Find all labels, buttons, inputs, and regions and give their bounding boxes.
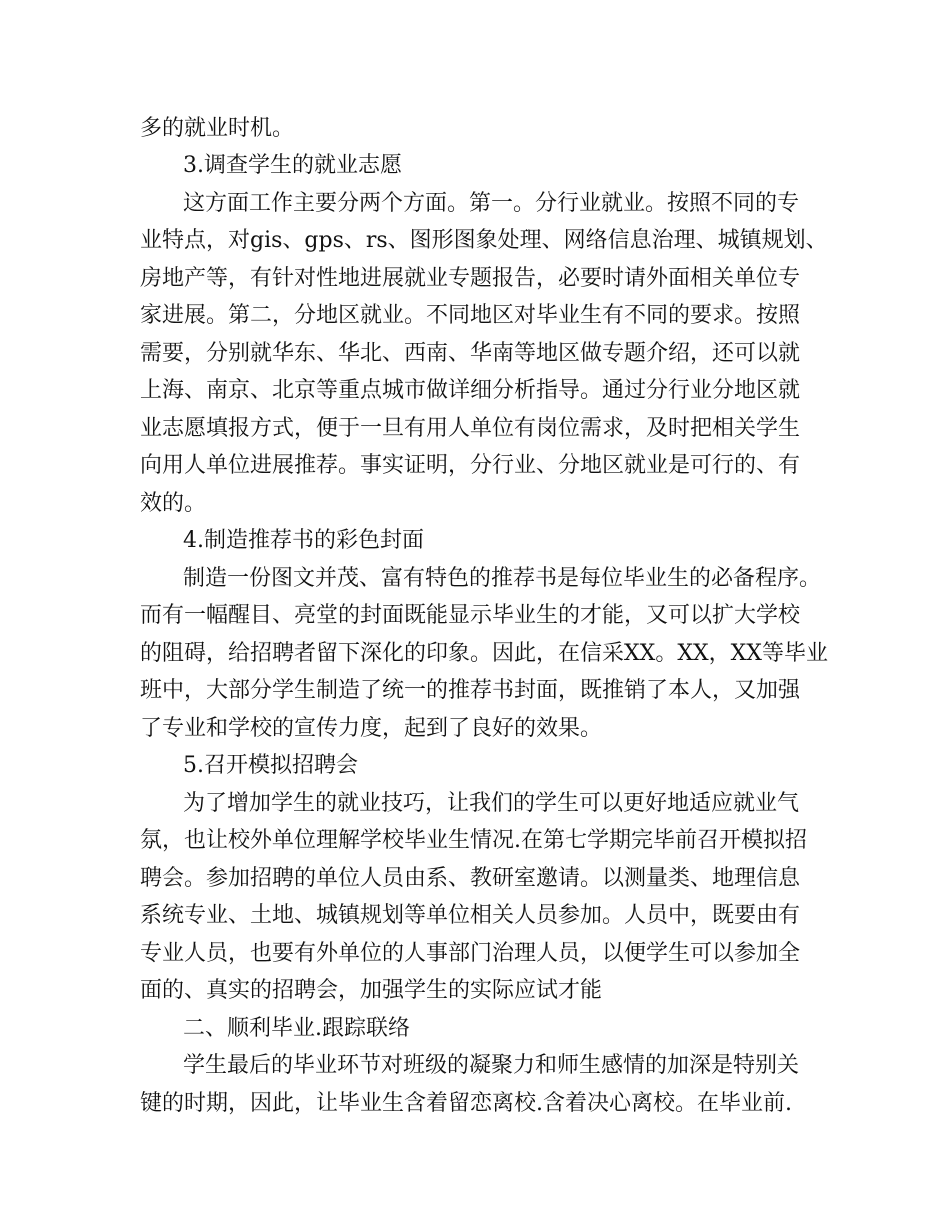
text-line: 班中，大部分学生制造了统一的推荐书封面，既推销了本人，又加强 [140, 678, 801, 703]
text-line: 效的。 [140, 491, 207, 516]
text-line: 向用人单位进展推荐。事实证明，分行业、分地区就业是可行的、有 [140, 453, 801, 478]
text-line: 制造一份图文并茂、富有特色的推荐书是每位毕业生的必备程序。 [183, 566, 822, 591]
text-line: 为了增加学生的就业技巧，让我们的学生可以更好地适应就业气 [183, 791, 800, 816]
section-heading: 3.调查学生的就业志愿 [183, 153, 402, 178]
text-line: 房地产等，有针对性地进展就业专题报告，必要时请外面相关单位专 [140, 266, 801, 291]
text-line: 专业人员，也要有外单位的人事部门治理人员，以便学生可以参加全 [140, 941, 801, 966]
text-line: 业志愿填报方式，便于一旦有用人单位有岗位需求，及时把相关学生 [140, 416, 801, 441]
text-line: 这方面工作主要分两个方面。第一。分行业就业。按照不同的专 [183, 191, 800, 216]
section-heading: 5.召开模拟招聘会 [183, 753, 358, 778]
text-line: 氛，也让校外单位理解学校毕业生情况.在第七学期完毕前召开模拟招 [140, 828, 807, 853]
text-line: 面的、真实的招聘会，加强学生的实际应试才能 [140, 978, 603, 1003]
text-line: 学生最后的毕业环节对班级的凝聚力和师生感情的加深是特别关 [183, 1053, 800, 1078]
text-line: 家进展。第二，分地区就业。不同地区对毕业生有不同的要求。按照 [140, 303, 801, 328]
section-heading: 二、顺利毕业.跟踪联络 [183, 1016, 410, 1041]
section-heading: 4.制造推荐书的彩色封面 [183, 528, 424, 553]
text-line: 需要，分别就华东、华北、西南、华南等地区做专题介绍，还可以就 [140, 341, 801, 366]
text-line: 聘会。参加招聘的单位人员由系、教研室邀请。以测量类、地理信息 [140, 866, 801, 891]
text-line: 业特点，对gis、gps、rs、图形图象处理、网络信息治理、城镇规划、 [140, 228, 828, 253]
text-line: 而有一幅醒目、亮堂的封面既能显示毕业生的才能，又可以扩大学校 [140, 603, 801, 628]
text-line: 系统专业、土地、城镇规划等单位相关人员参加。人员中，既要由有 [140, 903, 801, 928]
text-line: 多的就业时机。 [140, 116, 295, 141]
text-line: 上海、南京、北京等重点城市做详细分析指导。通过分行业分地区就 [140, 378, 801, 403]
text-line: 了专业和学校的宣传力度，起到了良好的效果。 [140, 716, 603, 741]
text-line: 键的时期，因此，让毕业生含着留恋离校.含着决心离校。在毕业前. [140, 1091, 792, 1116]
text-line: 的阻碍，给招聘者留下深化的印象。因此，在信采XX。XX，XX等毕业 [140, 641, 828, 666]
